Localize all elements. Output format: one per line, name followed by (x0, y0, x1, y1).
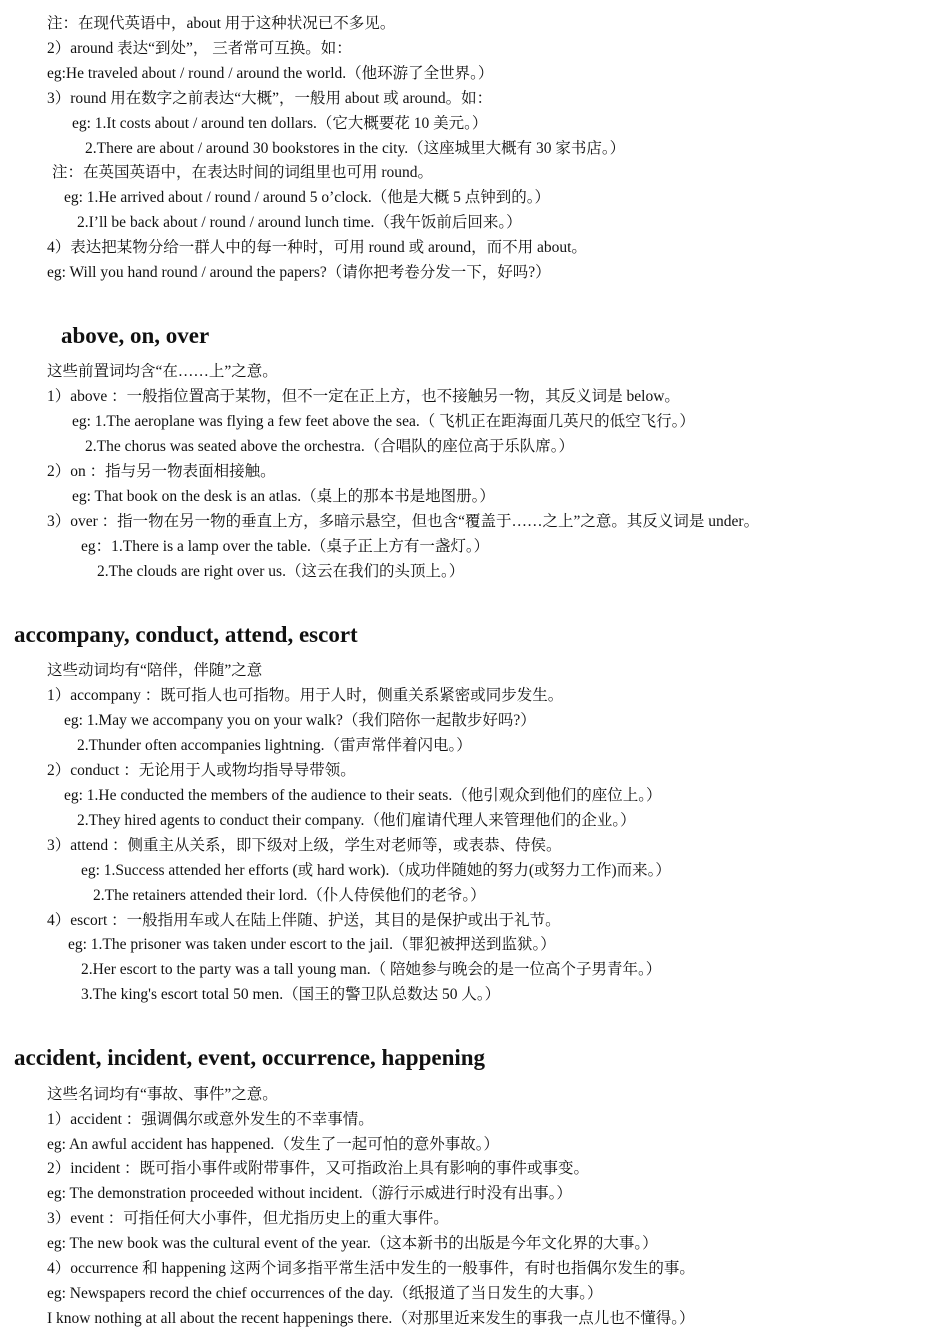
example-line: eg: Newspapers record the chief occurrences of the day.（纸报道了当日发生的大事。） (47, 1285, 603, 1302)
text-line: 注：在现代英语中，about 用于这种状况已不多见。 (47, 15, 396, 32)
text-line: 3）event ：可指任何大小事件，但尤指历史上的重大事件。 (47, 1210, 449, 1227)
text-line: 3）round 用在数字之前表达“大概”，一般用 about 或 around。如： (47, 90, 493, 107)
example-line: eg: 1.He conducted the members of the audience to their seats.（他引观众到他们的座位上。） (64, 787, 662, 804)
example-line: eg: That book on the desk is an atlas.（桌上的那本书是地图册。） (72, 488, 495, 505)
example-line: eg: 1.He arrived about / round / around 5 o’clock.（他是大概 5 点钟到的。） (64, 189, 551, 206)
example-line: 2.Her escort to the party was a tall young man.（ 陪她参与晚会的是一位高个子男青年。） (81, 961, 662, 978)
example-line: eg: 1.The prisoner was taken under escort to the jail.（罪犯被押送到监狱。） (68, 936, 556, 953)
text-line: 这些动词均有“陪伴，伴随”之意 (47, 662, 263, 679)
example-line: eg: The new book was the cultural event of the year.（这本新书的出版是今年文化界的大事。） (47, 1235, 658, 1252)
example-line: 2.The clouds are right over us.（这云在我们的头顶上。） (97, 563, 465, 580)
text-line: 2）around 表达“到处”， 三者常可互换。如： (47, 40, 352, 57)
text-line: 1）accompany ：既可指人也可指物。用于人时，侧重关系紧密或同步发生。 (47, 687, 564, 704)
example-line: eg: 1.Success attended her efforts (或 hard work).（成功伴随她的努力(或努力工作)而来。） (81, 862, 671, 879)
text-line: 2）on ：指与另一物表面相接触。 (47, 463, 276, 480)
section-heading: accident, incident, event, occurrence, happening (14, 1045, 486, 1070)
text-line: 3）over ：指一物在另一物的垂直上方，多暗示悬空，但也含“覆盖于……之上”之意。其反义词是 under。 (47, 513, 760, 530)
text-line: eg:He traveled about / round / around the world.（他环游了全世界。） (47, 65, 494, 82)
example-line: 2.There are about / around 30 bookstores in the city.（这座城里大概有 30 家书店。） (85, 140, 626, 157)
text-line: 4）occurrence 和 happening 这两个词多指平常生活中发生的一般事件，有时也指偶尔发生的事。 (47, 1260, 695, 1277)
example-line: 2.I’ll be back about / round / around lunch time.（我午饭前后回来。） (77, 214, 522, 231)
text-line: 4）表达把某物分给一群人中的每一种时，可用 round 或 around，而不用 about。 (47, 239, 587, 256)
example-line: eg: 1.The aeroplane was flying a few feet above the sea.（ 飞机正在距海面几英尺的低空飞行。） (72, 413, 695, 430)
example-line: 2.Thunder often accompanies lightning.（雷声常伴着闪电。） (77, 737, 472, 754)
example-line: eg: The demonstration proceeded without incident.（游行示威进行时没有出事。） (47, 1185, 572, 1202)
example-line: eg: Will you hand round / around the papers?（请你把考卷分发一下，好吗?） (47, 264, 551, 281)
section-heading: accompany, conduct, attend, escort (14, 622, 358, 647)
example-line: I know nothing at all about the recent happenings there.（对那里近来发生的事我一点儿也不懂得。） (47, 1310, 695, 1327)
text-line: 这些前置词均含“在……上”之意。 (47, 363, 278, 380)
text-line: 这些名词均有“事故、事件”之意。 (47, 1086, 278, 1103)
text-line: 2）incident ：既可指小事件或附带事件，又可指政治上具有影响的事件或事变。 (47, 1160, 590, 1177)
text-line: 1）accident ：强调偶尔或意外发生的不幸事情。 (47, 1111, 374, 1128)
example-line: eg: 1.It costs about / around ten dollars.（它大概要花 10 美元。） (72, 115, 488, 132)
example-line: eg: 1.May we accompany you on your walk?（我们陪你一起散步好吗?） (64, 712, 536, 729)
example-line: eg：1.There is a lamp over the table.（桌子正上方有一盏灯。） (81, 538, 490, 555)
section-heading: above, on, over (61, 323, 210, 348)
text-line: 1）above ：一般指位置高于某物，但不一定在正上方，也不接触另一物，其反义词是 below。 (47, 388, 680, 405)
text-line: 4）escort ：一般指用车或人在陆上伴随、护送，其目的是保护或出于礼节。 (47, 912, 561, 929)
text-line: 注：在英国英语中，在表达时间的词组里也可用 round。 (52, 164, 434, 181)
example-line: eg: An awful accident has happened.（发生了一起可怕的意外事故。） (47, 1136, 499, 1153)
example-line: 2.The retainers attended their lord.（仆人侍侯他们的老爷。） (93, 887, 486, 904)
example-line: 3.The king's escort total 50 men.（国王的警卫队总数达 50 人。） (81, 986, 501, 1003)
example-line: 2.They hired agents to conduct their company.（他们雇请代理人来管理他们的企业。） (77, 812, 636, 829)
text-line: 2）conduct ：无论用于人或物均指导导带领。 (47, 762, 356, 779)
example-line: 2.The chorus was seated above the orchestra.（合唱队的座位高于乐队席。） (85, 438, 575, 455)
text-line: 3）attend ：侧重主从关系，即下级对上级，学生对老师等，或表恭、侍侯。 (47, 837, 562, 854)
